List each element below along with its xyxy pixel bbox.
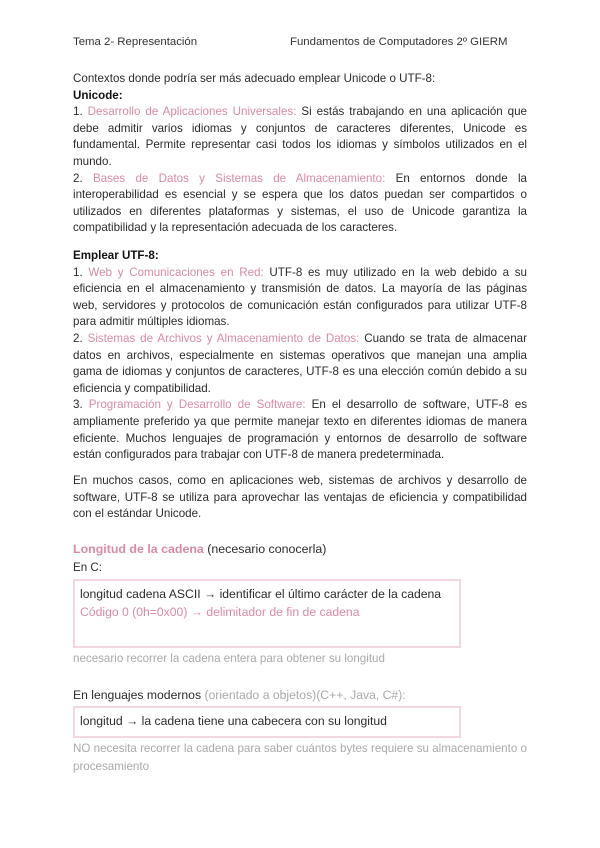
unicode-item-1: [73, 104, 527, 170]
item-number: 1.: [73, 105, 88, 119]
c-string-line1: longitud cadena ASCII → identificar el último carácter de la cadena: [80, 587, 442, 601]
modern-suffix: (orientado a objetos)(C++, Java, C#):: [201, 688, 406, 702]
item-label: Bases de Datos y Sistemas de Almacenamiento:: [92, 171, 386, 185]
unicode-item-2: [73, 171, 527, 237]
unicode-title: Unicode:: [73, 88, 123, 102]
item-text: En entornos donde la interoperabilidad es esencial y se espera que los datos puedan ser compartidos o utilizados en diferentes plataformas y sistemas, el uso de Unicode garantiza la compatibilidad y la representación adecuada de los caracteres.: [73, 171, 527, 235]
utf8-item-1: [73, 265, 527, 331]
note-no-recorrer: NO necesita recorrer la cadena para saber cuántos bytes requiere su almacenamiento o procesamiento: [73, 742, 527, 773]
item-text: Cuando se trata de almacenar datos en archivos, especialmente en sistemas operativos que manejan una amplia gama de idiomas y conjuntos de caracteres, UTF-8 es una elección común debido a su eficiencia y compatibilidad.: [73, 331, 527, 395]
note-recorrer: necesario recorrer la cadena entera para obtener su longitud: [73, 652, 385, 665]
modern-prefix: En lenguajes modernos: [73, 688, 202, 702]
modern-string-line: longitud → la cadena tiene una cabecera con su longitud: [80, 714, 387, 728]
c-string-line2: Código 0 (0h=0x00) → delimitador de fin de cadena: [80, 605, 360, 619]
en-c-label: En C:: [73, 561, 102, 574]
item-label: Desarrollo de Aplicaciones Universales:: [87, 105, 297, 119]
item-number: 2.: [73, 171, 93, 185]
longitud-title: Longitud de la cadena: [73, 542, 204, 556]
body-section-utf8: [73, 248, 527, 464]
utf8-item-2: [73, 331, 527, 397]
item-text: UTF-8 es muy utilizado en la web debido a su eficiencia en el almacenamiento y transmisión de datos. La mayoría de las páginas web, servidores y protocolos de comunicación están configurados para utilizar UTF-8 para admitir múltiples idiomas.: [73, 265, 527, 329]
utf8-item-3: [73, 397, 527, 463]
modern-string-box: [73, 706, 461, 738]
longitud-title-note: (necesario conocerla): [203, 542, 327, 556]
utf8-title: Emplear UTF-8:: [73, 249, 159, 262]
intro-text: Contextos donde podría ser más adecuado emplear Unicode o UTF-8:: [73, 72, 436, 85]
item-number: 1.: [73, 265, 89, 279]
item-label: Web y Comunicaciones en Red:: [88, 265, 264, 279]
item-text: En el desarrollo de software, UTF-8 es ampliamente preferido ya que permite manejar texto en diferentes idiomas de manera eficiente. Muchos lenguajes de programación y entornos de desarrollo de software están configurados para trabajar con UTF-8 de manera predeterminada.: [73, 398, 527, 462]
summary-block: [73, 473, 527, 523]
summary-text: En muchos casos, como en aplicaciones web, sistemas de archivos y desarrollo de software, UTF-8 se utiliza para aprovechar las ventajas de eficiencia y compatibilidad con el estándar Unicode.: [73, 474, 527, 521]
body-section-unicode: [73, 71, 527, 237]
modern-languages-label: [73, 687, 527, 704]
header-left: Tema 2- Representación: [73, 36, 198, 48]
item-number: 3.: [73, 398, 89, 412]
c-string-box: [73, 579, 461, 648]
longitud-heading: [73, 542, 527, 556]
item-label: Sistemas de Archivos y Almacenamiento de Datos:: [87, 331, 360, 345]
item-text: Si estás trabajando en una aplicación que debe admitir varios idiomas y conjuntos de caracteres diferentes, Unicode es fundamental. Permite representar casi todos los idiomas y símbolos utilizados en el mundo.: [73, 105, 528, 168]
item-label: Programación y Desarrollo de Software:: [88, 398, 306, 412]
item-number: 2.: [73, 331, 88, 345]
header-right: Fundamentos de Computadores 2º GIERM: [290, 36, 508, 48]
